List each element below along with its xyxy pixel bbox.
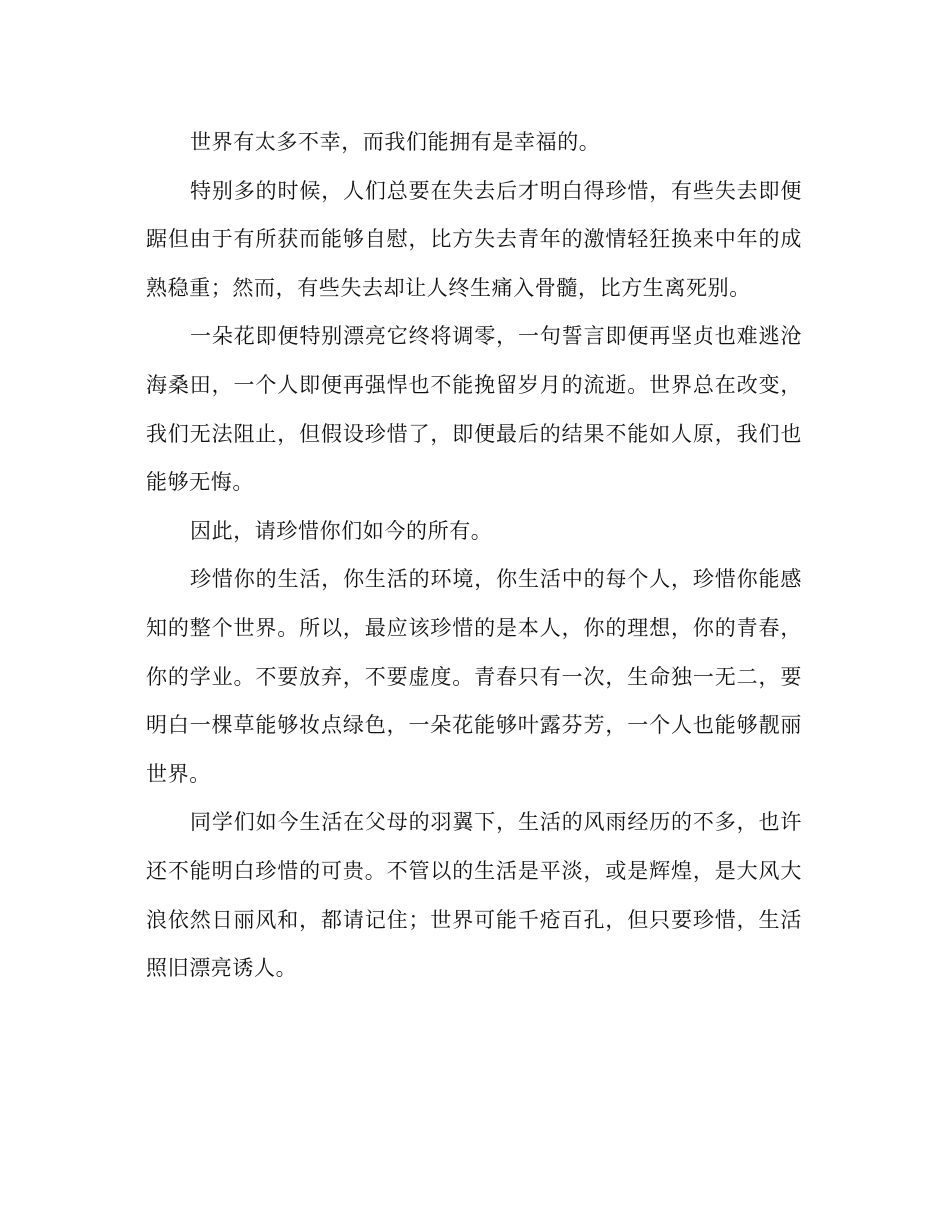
paragraph: 一朵花即便特别漂亮它终将调零，一句誓言即便再坚贞也难逃沧海桑田，一个人即便再强悍也不能挽留岁月的流逝。世界总在改变，我们无法阻止，但假设珍惜了，即便最后的结果不能如人原，我们也能够无悔。 [146, 324, 802, 495]
paragraph: 特别多的时候，人们总要在失去后才明白得珍惜，有些失去即便踞但由于有所获而能够自慰，比方失去青年的激情轻狂换来中年的成熟稳重；然而，有些失去却让人终生痛入骨髓，比方生离死别。 [146, 178, 802, 300]
paragraph: 珍惜你的生活，你生活的环境，你生活中的每个人，珍惜你能感知的整个世界。所以，最应该珍惜的是本人，你的理想，你的青春，你的学业。不要放弃，不要虚度。青春只有一次，生命独一无二，要明白一棵草能够妆点绿色，一朵花能够叶露芬芳，一个人也能够靓丽世界。 [146, 567, 802, 786]
document-body [146, 118, 802, 993]
paragraph: 因此，请珍惜你们如今的所有。 [190, 518, 493, 543]
paragraph: 同学们如今生活在父母的羽翼下，生活的风雨经历的不多，也许还不能明白珍惜的可贵。不管以的生活是平淡，或是辉煌，是大风大浪依然日丽风和，都请记住；世界可能千疮百孔，但只要珍惜，生活照旧漂亮诱人。 [146, 810, 802, 981]
paragraph: 世界有太多不幸，而我们能拥有是幸福的。 [190, 130, 601, 154]
